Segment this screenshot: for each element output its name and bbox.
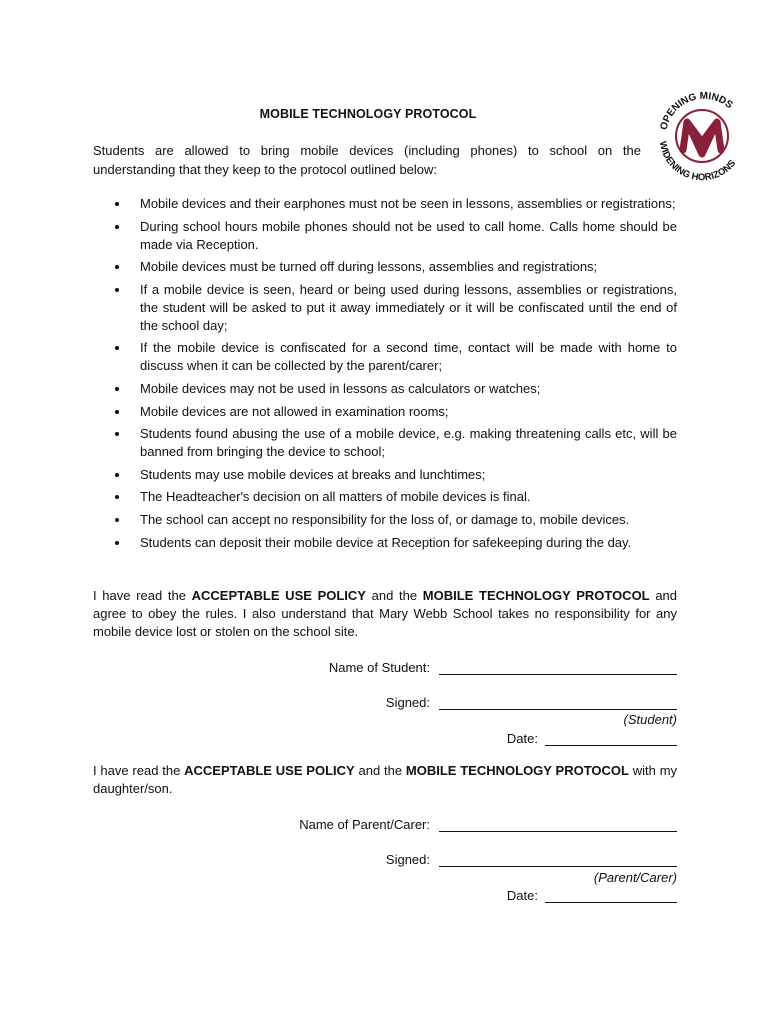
student-name-field[interactable] <box>439 674 677 675</box>
bullet-icon <box>115 225 119 229</box>
rule-text: Students can deposit their mobile device at Reception for safekeeping during the day. <box>140 534 632 550</box>
protocol-rule <box>93 534 677 552</box>
policy-name: ACCEPTABLE USE POLICY <box>184 763 355 778</box>
protocol-rule <box>93 511 677 529</box>
protocol-rule <box>93 218 677 254</box>
document-title: MOBILE TECHNOLOGY PROTOCOL <box>259 107 477 121</box>
parent-signed-label: Signed: <box>385 852 430 867</box>
rule-text: If a mobile device is seen, heard or being used during lessons, assemblies or registrations, the student will be asked to put it away immediately or it will be confiscated until the end of the school day; <box>140 281 677 333</box>
parent-signed-note: (Parent/Carer) <box>593 870 677 885</box>
student-date-field[interactable] <box>545 745 677 746</box>
protocol-rule <box>93 403 677 421</box>
bullet-icon <box>115 265 119 269</box>
protocol-rule <box>93 425 677 461</box>
protocol-rules-list <box>93 195 677 556</box>
intro-paragraph: Students are allowed to bring mobile devices (including phones) to school on the understanding that they keep to the protocol outlined below: <box>93 143 641 177</box>
parent-signature-field[interactable] <box>439 866 677 867</box>
parent-date-field[interactable] <box>545 902 677 903</box>
bullet-icon <box>115 473 119 477</box>
bullet-icon <box>115 202 119 206</box>
logo-top-text: OPENING MINDS <box>658 90 735 132</box>
bullet-icon <box>115 518 119 522</box>
policy-name: ACCEPTABLE USE POLICY <box>191 588 366 603</box>
bullet-icon <box>115 495 119 499</box>
bullet-icon <box>115 410 119 414</box>
rule-text: Mobile devices and their earphones must not be seen in lessons, assemblies or registrations; <box>140 196 676 211</box>
rule-text: Mobile devices may not be used in lessons as calculators or watches; <box>140 380 541 396</box>
statement-text: and the <box>365 588 423 603</box>
protocol-rule <box>93 195 677 213</box>
rule-text: Students found abusing the use of a mobile device, e.g. making threatening calls etc, will be banned from bringing the device to school; <box>140 426 677 460</box>
statement-text: and the <box>354 763 406 778</box>
rule-text: Students may use mobile devices at breaks and lunchtimes; <box>140 466 486 482</box>
parent-date-label: Date: <box>506 888 538 903</box>
bullet-icon <box>115 346 119 350</box>
protocol-rule <box>93 488 677 506</box>
statement-text: and agree to obey the rules. I also understand that Mary Webb School takes no responsibility for any mobile device lost or stolen on the school site. <box>93 588 678 639</box>
statement-text: I have read the <box>93 588 192 603</box>
parent-statement <box>93 762 677 798</box>
student-date-label: Date: <box>506 731 538 746</box>
protocol-rule <box>93 258 677 276</box>
protocol-name: MOBILE TECHNOLOGY PROTOCOL <box>422 588 650 603</box>
bullet-icon <box>115 432 119 436</box>
student-signed-note: (Student) <box>623 712 677 727</box>
logo-bottom-text: WIDENING HORIZONS <box>656 140 739 184</box>
rule-text: Mobile devices are not allowed in examination rooms; <box>140 403 449 419</box>
student-signed-label: Signed: <box>385 695 430 710</box>
bullet-icon <box>115 541 119 545</box>
protocol-name: MOBILE TECHNOLOGY PROTOCOL <box>405 763 629 778</box>
statement-text: with my daughter/son. <box>93 763 678 796</box>
rule-text: If the mobile device is confiscated for a second time, contact will be made with home to discuss when it can be collected by the parent/carer; <box>140 340 677 374</box>
school-logo <box>652 84 752 184</box>
protocol-rule <box>93 339 677 375</box>
rule-text: The school can accept no responsibility for the loss of, or damage to, mobile devices. <box>140 511 630 527</box>
parent-name-field[interactable] <box>439 831 677 832</box>
protocol-rule <box>93 281 677 335</box>
rule-text: Mobile devices must be turned off during lessons, assemblies and registrations; <box>140 259 598 275</box>
rule-text: The Headteacher's decision on all matters of mobile devices is final. <box>140 489 531 505</box>
student-name-label: Name of Student: <box>328 660 430 675</box>
protocol-rule <box>93 466 677 484</box>
student-statement <box>93 587 677 641</box>
bullet-icon <box>115 288 119 292</box>
rule-text: During school hours mobile phones should not be used to call home. Calls home should be made via Reception. <box>140 218 677 252</box>
protocol-rule <box>93 380 677 398</box>
student-signature-field[interactable] <box>439 709 677 710</box>
parent-name-label: Name of Parent/Carer: <box>299 817 430 832</box>
bullet-icon <box>115 387 119 391</box>
statement-text: I have read the <box>93 763 185 778</box>
